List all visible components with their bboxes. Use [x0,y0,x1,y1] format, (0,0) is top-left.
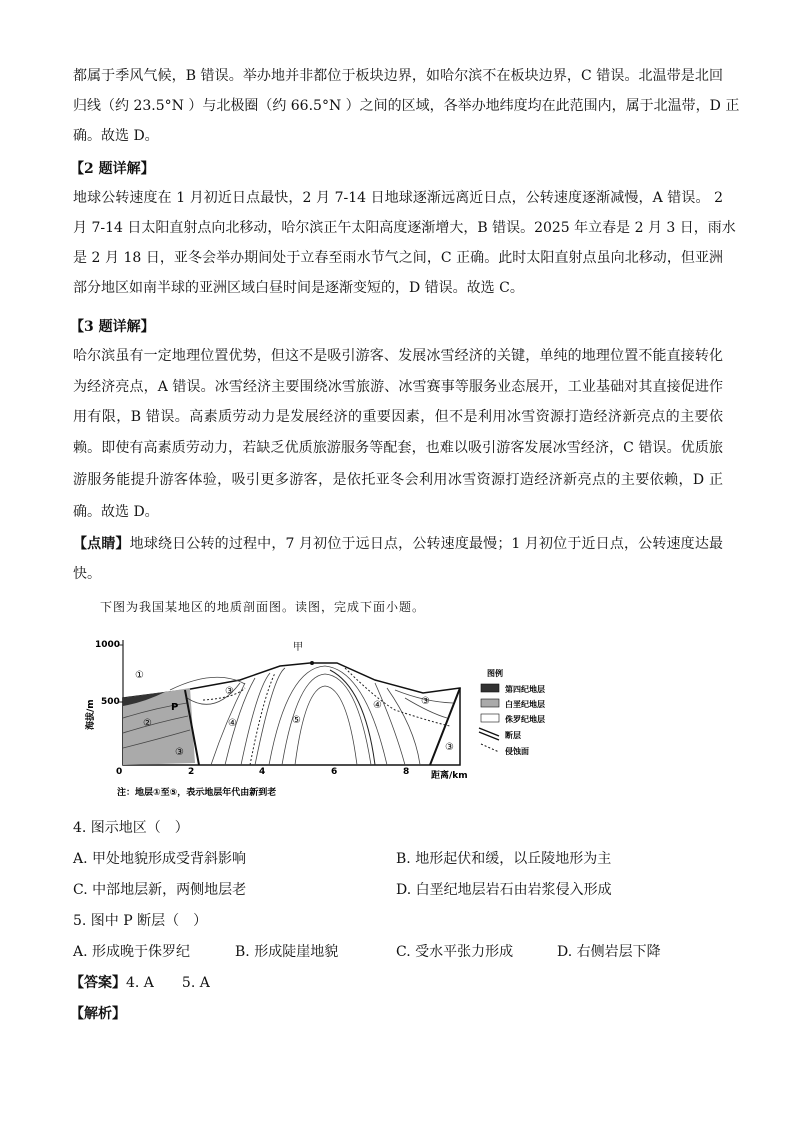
text-line [73,535,723,553]
text-line: 月 7-14 日太阳直射点向北移动，哈尔滨正午太阳高度逐渐增大，B 错误。2025 年立春是 2 月 3 日，雨水 [73,220,736,236]
text-line: 为经济亮点，A 错误。冰雪经济主要围绕冰雪旅游、冰雪赛事等服务业态展开，工业基础对其直接促进作 [73,379,723,395]
y-tick: 1000 [95,640,121,650]
point-jia-label: 甲 [293,642,303,653]
stratum-label: ④ [373,700,382,711]
text-line: 都属于季风气候，B 错误。举办地并非都位于板块边界，如哈尔滨不在板块边界，C 错误。北温带是北回 [73,68,723,84]
legend-item: 白垩纪地层 [505,700,545,709]
analysis-label: 【解析】 [70,1006,126,1022]
text-line: 是 2 月 18 日，亚冬会举办期间处于立春至雨水节气之间，C 正确。此时太阳直射点虽向北移动，但亚洲 [73,250,723,266]
legend-item: 侏罗纪地层 [505,715,545,724]
q4-option-b: B. 地形起伏和缓，以丘陵地形为主 [396,851,612,867]
legend-title: 图例 [487,669,503,678]
q5-option-c: C. 受水平张力形成 [396,944,514,960]
legend-item: 断层 [505,731,521,740]
text-line: 部分地区如南半球的亚洲区域白昼时间是逐渐变短的，D 错误。故选 C。 [73,280,524,296]
x-tick: 8 [403,767,410,777]
stratum-label: ② [143,718,152,729]
geologic-section-figure [75,628,595,803]
stratum-label: ③ [225,686,234,697]
text-line: 快。 [73,566,101,582]
fault-p-label: P [171,702,179,713]
key-point-label: 【点睛】 [73,536,130,552]
q5-option-a: A. 形成晚于侏罗纪 [73,944,191,960]
q4-option-c: C. 中部地层新，两侧地层老 [73,882,247,898]
figure-caption: 下图为我国某地区的地质剖面图。读图，完成下面小题。 [100,600,426,614]
text-line: 游服务能提升游客体验，吸引更多游客，是依托亚冬会利用冰雪资源打造经济新亮点的主要依赖，D 正 [73,472,723,488]
text-line: 归线（约 23.5°N ）与北极圈（约 66.5°N ）之间的区域，各举办地纬度均在此范围内，属于北温带，D 正 [73,98,740,114]
question-5-stem: 5. 图中 P 断层（ ） [73,913,208,929]
text-line: 赖。即使有高素质劳动力，若缺乏优质旅游服务等配套，也难以吸引游客发展冰雪经济，C 错误。优质旅 [73,440,723,456]
x-tick: 2 [188,767,195,777]
stratum-label: ③ [421,696,430,707]
q4-option-d: D. 白垩纪地层岩石由岩浆侵入形成 [396,882,612,898]
stratum-label: ④ [228,718,237,729]
x-axis-label: 距离/km [431,771,468,781]
q4-option-a: A. 甲处地貌形成受背斜影响 [73,851,247,867]
answer [70,972,210,992]
legend-item: 侵蚀面 [505,747,529,756]
question-4-stem: 4. 图示地区（ ） [73,820,189,836]
stratum-label: ⑤ [292,715,301,726]
stratum-label: ③ [175,747,184,758]
text-line: 确。故选 D。 [73,504,159,520]
text-line: 用有限，B 错误。高素质劳动力是发展经济的重要因素，但不是利用冰雪资源打造经济新亮点的主要依 [73,409,723,425]
answer-text: 4. A 5. A [126,975,210,991]
y-tick: 500 [101,697,120,707]
section-heading-2: 【2 题详解】 [70,161,155,177]
key-point-text: 地球绕日公转的过程中，7 月初位于远日点，公转速度最慢；1 月初位于近日点，公转速度达最 [129,536,724,552]
stratum-label: ③ [445,742,454,753]
text-line: 哈尔滨虽有一定地理位置优势，但这不是吸引游客、发展冰雪经济的关键，单纯的地理位置不能直接转化 [73,348,723,364]
text-line: 确。故选 D。 [73,128,159,144]
q5-option-b: B. 形成陡崖地貌 [235,944,339,960]
x-tick: 4 [259,767,266,777]
answer-label: 【答案】 [70,975,126,991]
x-tick: 0 [116,767,123,777]
stratum-label: ① [135,670,144,681]
text-line: 地球公转速度在 1 月初近日点最快，2 月 7-14 日地球逐渐远离近日点，公转速度逐渐减慢，A 错误。 2 [73,190,723,206]
y-axis-label: 海拔/m [86,699,96,730]
figure-note: 注：地层①至⑤，表示地层年代由新到老 [117,788,277,798]
q5-option-d: D. 右侧岩层下降 [557,944,661,960]
x-tick: 6 [331,767,338,777]
section-heading-3: 【3 题详解】 [70,319,155,335]
legend-item: 第四纪地层 [505,685,545,694]
